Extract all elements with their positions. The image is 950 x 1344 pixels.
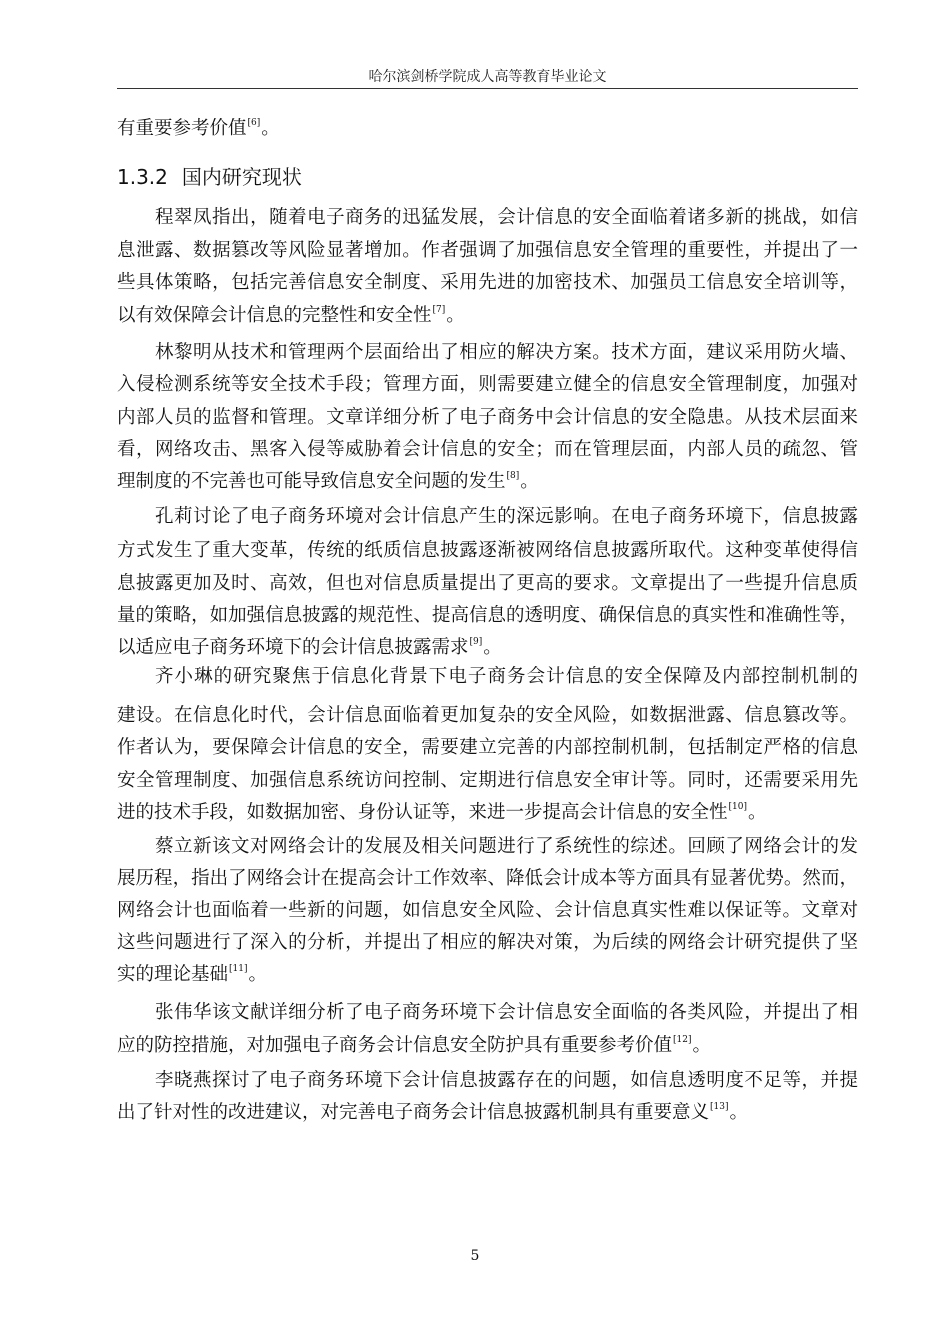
citation: [8] bbox=[506, 471, 520, 481]
citation: [10] bbox=[728, 802, 747, 812]
text-line: 些具体策略，包括完善信息安全制度、采用先进的加密技术、加强员工信息安全培训等， bbox=[117, 272, 858, 293]
text-line: 孔莉讨论了电子商务环境对会计信息产生的深远影响。在电子商务环境下，信息披露 bbox=[155, 506, 858, 527]
text-line: 应的防控措施，对加强电子商务会计信息安全防护具有重要参考价值[12]。 bbox=[117, 1035, 712, 1056]
continued-line: 有重要参考价值[6]。 bbox=[117, 118, 280, 139]
text-line: 网络会计也面临着一些新的问题，如信息安全风险、会计信息真实性难以保证等。文章对 bbox=[117, 900, 858, 921]
section-number: 1.3.2 bbox=[117, 165, 168, 189]
text-line: 以有效保障会计信息的完整性和安全性[7]。 bbox=[117, 305, 465, 326]
text-line: 实的理论基础[11]。 bbox=[117, 964, 268, 985]
header-rule bbox=[117, 88, 858, 89]
text-line: 这些问题进行了深入的分析，并提出了相应的解决对策，为后续的网络会计研究提供了坚 bbox=[117, 932, 858, 953]
citation: [7] bbox=[432, 305, 446, 315]
text-line: 林黎明从技术和管理两个层面给出了相应的解决方案。技术方面，建议采用防火墙、 bbox=[155, 342, 858, 363]
text-line: 建设。在信息化时代，会计信息面临着更加复杂的安全风险，如数据泄露、信息篡改等。 bbox=[117, 705, 858, 726]
text-line: 李晓燕探讨了电子商务环境下会计信息披露存在的问题，如信息透明度不足等，并提 bbox=[155, 1070, 858, 1091]
citation: [11] bbox=[229, 964, 248, 974]
citation: [13] bbox=[710, 1102, 729, 1112]
text-line: 看，网络攻击、黑客入侵等威胁着会计信息的安全；而在管理层面，内部人员的疏忽、管 bbox=[117, 439, 858, 460]
citation: [6] bbox=[247, 118, 261, 128]
text-line: 理制度的不完善也可能导致信息安全问题的发生[8]。 bbox=[117, 471, 539, 492]
section-heading bbox=[117, 161, 302, 190]
text-line: 张伟华该文献详细分析了电子商务环境下会计信息安全面临的各类风险，并提出了相 bbox=[155, 1002, 858, 1023]
text-line: 入侵检测系统等安全技术手段；管理方面，则需要建立健全的信息安全管理制度，加强对 bbox=[117, 374, 858, 395]
text-line: 展历程，指出了网络会计在提高会计工作效率、降低会计成本等方面具有显著优势。然而， bbox=[117, 868, 858, 889]
page-number: 5 bbox=[470, 1248, 480, 1264]
text-line: 以适应电子商务环境下的会计信息披露需求[9]。 bbox=[117, 637, 502, 658]
citation: [9] bbox=[469, 637, 483, 647]
text-line: 方式发生了重大变革，传统的纸质信息披露逐渐被网络信息披露所取代。这种变革使得信 bbox=[117, 540, 858, 561]
text-line: 出了针对性的改进建议，对完善电子商务会计信息披露机制具有重要意义[13]。 bbox=[117, 1102, 749, 1123]
text-line: 进的技术手段，如数据加密、身份认证等，来进一步提高会计信息的安全性[10]。 bbox=[117, 802, 767, 823]
text-line: 齐小琳的研究聚焦于信息化背景下电子商务会计信息的安全保障及内部控制机制的 bbox=[155, 666, 858, 687]
text-line: 内部人员的监督和管理。文章详细分析了电子商务中会计信息的安全隐患。从技术层面来 bbox=[117, 407, 858, 428]
running-header: 哈尔滨剑桥学院成人高等教育毕业论文 bbox=[368, 69, 607, 85]
citation: [12] bbox=[673, 1035, 692, 1045]
text-line: 蔡立新该文对网络会计的发展及相关问题进行了系统性的综述。回顾了网络会计的发 bbox=[155, 836, 858, 857]
text-line: 程翠凤指出，随着电子商务的迅猛发展，会计信息的安全面临着诸多新的挑战，如信 bbox=[155, 207, 858, 228]
text-line: 安全管理制度、加强信息系统访问控制、定期进行信息安全审计等。同时，还需要采用先 bbox=[117, 770, 858, 791]
text-line: 息披露更加及时、高效，但也对信息质量提出了更高的要求。文章提出了一些提升信息质 bbox=[117, 573, 858, 594]
text-line: 息泄露、数据篡改等风险显著增加。作者强调了加强信息安全管理的重要性，并提出了一 bbox=[117, 240, 858, 261]
text-line: 作者认为，要保障会计信息的安全，需要建立完善的内部控制机制，包括制定严格的信息 bbox=[117, 737, 858, 758]
text-line: 量的策略，如加强信息披露的规范性、提高信息的透明度、确保信息的真实性和准确性等， bbox=[117, 605, 858, 626]
section-title: 国内研究现状 bbox=[181, 165, 302, 189]
